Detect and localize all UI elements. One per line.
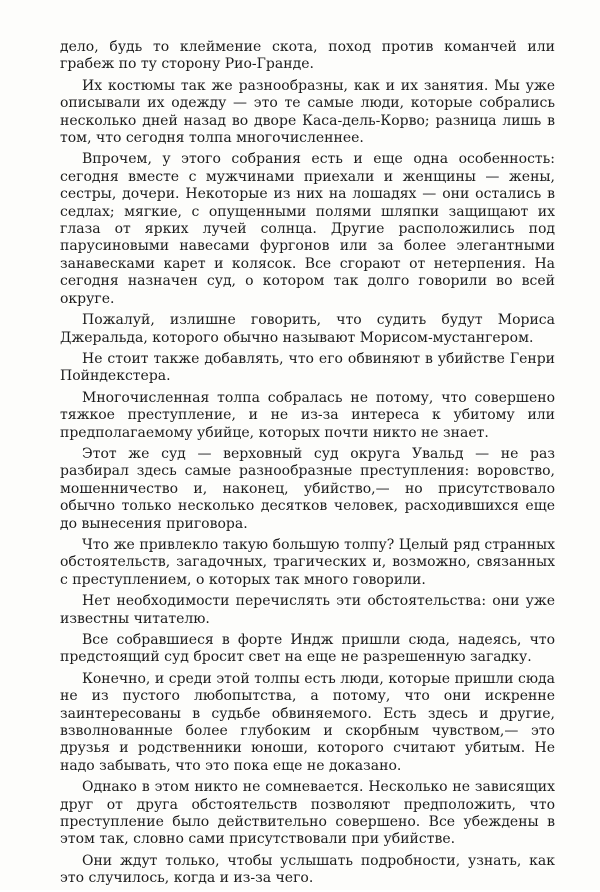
paragraph: Конечно, и среди этой толпы есть люди, которые пришли сюда не из пустого любопытства, а потому, что они искренне заинтересованы в судьбе обвиняемого. Есть здесь и другие, взволнованные более глубоким и скорбным чувством,— это друзья и родственники юноши, которого считают убитым. Не надо забывать, что это пока еще не доказано. xyxy=(60,670,555,774)
paragraph: Их костюмы так же разнообразны, как и их занятия. Мы уже описывали их одежду — это те самые люди, которые собрались несколько дней назад во дворе Каса-дель-Корво; разница лишь в том, что сегодня толпа многочисленнее. xyxy=(60,77,555,147)
paragraph: Что же привлекло такую большую толпу? Целый ряд странных обстоятельств, загадочных, трагических и, возможно, связанных с преступлением, о которых так много говорили. xyxy=(60,536,555,588)
paragraph: Впрочем, у этого собрания есть и еще одна особенность: сегодня вместе с мужчинами приехали и женщины — жены, сестры, дочери. Некоторые из них на лошадях — они остались в седлах; мягкие, с опущенными полями шляпки защищают их глаза от ярких лучей солнца. Другие расположились под парусиновыми навесами фургонов или за более элегантными занавесками карет и колясок. Все сгорают от нетерпения. На сегодня назначен суд, о котором так долго говорили во всей округе. xyxy=(60,151,555,307)
paragraph: Все собравшиеся в форте Индж пришли сюда, надеясь, что предстоящий суд бросит свет на еще не разрешенную загадку. xyxy=(60,632,555,666)
paragraph: Этот же суд — верховный суд округа Увальд — не раз разбирал здесь самые разнообразные преступления: воровство, мошенничество и, наконец, убийство,— но присутствовало обычно только несколько десятков человек, расходившихся еще до вынесения приговора. xyxy=(60,445,555,532)
paragraph-continued: дело, будь то клеймение скота, поход против команчей или грабеж по ту сторону Рио-Гранде. xyxy=(60,39,555,73)
paragraph: Нет необходимости перечислять эти обстоятельства: они уже известны читателю. xyxy=(60,593,555,627)
text-column xyxy=(60,39,555,892)
paragraph: Однако в этом никто не сомневается. Несколько не зависящих друг от друга обстоятельств позволяют предположить, что преступление было действительно совершено. Все убеждены в этом так, словно сами присутствовали при убийстве. xyxy=(60,779,555,848)
paragraph: Пожалуй, излишне говорить, что судить будут Мориса Джеральда, которого обычно называют Морисом-мустангером. xyxy=(60,312,555,346)
paragraph: Многочисленная толпа собралась не потому, что совершено тяжкое преступление, и не из-за интереса к убитому или предполагаемому убийце, которых почти никто не знает. xyxy=(60,389,555,441)
paragraph: Они ждут только, чтобы услышать подробности, узнать, как это случилось, когда и из-за чего. xyxy=(60,852,555,887)
paragraph: Не стоит также добавлять, что его обвиняют в убийстве Генри Пойндекстера. xyxy=(60,350,555,385)
